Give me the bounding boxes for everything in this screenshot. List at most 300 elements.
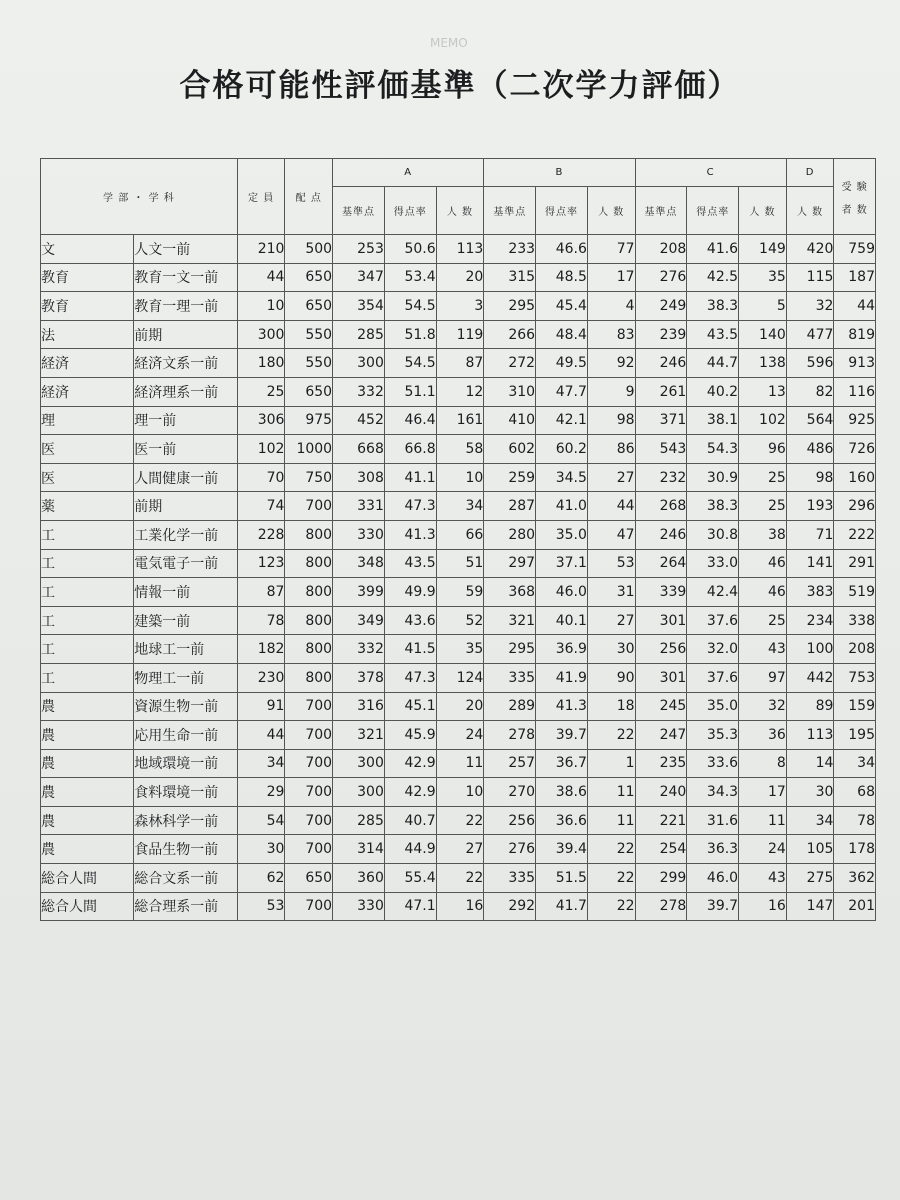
a-rate-cell: 54.5 (384, 292, 436, 321)
b-rate-cell: 46.6 (536, 235, 588, 264)
department-cell: 人文一前 (134, 235, 238, 264)
page-title: 合格可能性評価基準（二次学力評価） (179, 68, 741, 104)
d-count-cell: 89 (786, 692, 834, 721)
a-count-cell: 87 (436, 349, 484, 378)
department-cell: 電気電子一前 (134, 549, 238, 578)
c-base-cell: 276 (635, 263, 687, 292)
a-count-cell: 51 (436, 549, 484, 578)
a-rate-cell: 42.9 (384, 778, 436, 807)
b-base-cell: 256 (484, 806, 536, 835)
table-row (41, 606, 876, 635)
a-base-cell: 330 (333, 520, 385, 549)
a-base-cell: 300 (333, 749, 385, 778)
faculty-cell: 工 (41, 578, 134, 607)
header-group-d: D (786, 159, 834, 187)
table-row (41, 235, 876, 264)
d-count-cell: 98 (786, 463, 834, 492)
c-rate-cell: 46.0 (687, 864, 739, 893)
c-base-cell: 240 (635, 778, 687, 807)
examinees-cell: 208 (834, 635, 876, 664)
a-rate-cell: 55.4 (384, 864, 436, 893)
b-count-cell: 22 (587, 835, 635, 864)
d-count-cell: 100 (786, 635, 834, 664)
c-base-cell: 245 (635, 692, 687, 721)
a-rate-cell: 53.4 (384, 263, 436, 292)
header-points: 配 点 (285, 159, 333, 235)
a-base-cell: 314 (333, 835, 385, 864)
a-rate-cell: 41.1 (384, 463, 436, 492)
faculty-cell: 農 (41, 749, 134, 778)
capacity-cell: 210 (237, 235, 285, 264)
c-count-cell: 16 (739, 892, 787, 921)
a-base-cell: 316 (333, 692, 385, 721)
d-count-cell: 193 (786, 492, 834, 521)
c-count-cell: 97 (739, 663, 787, 692)
examinees-cell: 819 (834, 320, 876, 349)
examinees-cell: 726 (834, 435, 876, 464)
header-group-b: B (484, 159, 635, 187)
faculty-cell: 工 (41, 549, 134, 578)
c-rate-cell: 33.6 (687, 749, 739, 778)
a-count-cell: 16 (436, 892, 484, 921)
faculty-cell: 農 (41, 692, 134, 721)
points-cell: 550 (285, 349, 333, 378)
c-count-cell: 25 (739, 463, 787, 492)
capacity-cell: 25 (237, 377, 285, 406)
a-rate-cell: 41.3 (384, 520, 436, 549)
faculty-cell: 農 (41, 835, 134, 864)
department-cell: 総合文系一前 (134, 864, 238, 893)
a-count-cell: 20 (436, 692, 484, 721)
faculty-cell: 農 (41, 721, 134, 750)
b-base-cell: 335 (484, 864, 536, 893)
b-count-cell: 90 (587, 663, 635, 692)
examinees-cell: 519 (834, 578, 876, 607)
d-count-cell: 14 (786, 749, 834, 778)
points-cell: 500 (285, 235, 333, 264)
capacity-cell: 87 (237, 578, 285, 607)
b-base-cell: 295 (484, 635, 536, 664)
points-cell: 700 (285, 492, 333, 521)
c-base-cell: 247 (635, 721, 687, 750)
table-row (41, 778, 876, 807)
c-rate-cell: 40.2 (687, 377, 739, 406)
b-count-cell: 18 (587, 692, 635, 721)
c-base-cell: 256 (635, 635, 687, 664)
points-cell: 700 (285, 835, 333, 864)
a-rate-cell: 45.1 (384, 692, 436, 721)
a-rate-cell: 47.3 (384, 663, 436, 692)
c-count-cell: 46 (739, 578, 787, 607)
header-group-a: A (333, 159, 484, 187)
faculty-cell: 工 (41, 520, 134, 549)
a-count-cell: 22 (436, 864, 484, 893)
b-base-cell: 297 (484, 549, 536, 578)
c-count-cell: 35 (739, 263, 787, 292)
b-base-cell: 335 (484, 663, 536, 692)
b-count-cell: 83 (587, 320, 635, 349)
header-a-rate: 得点率 (384, 187, 436, 235)
faculty-cell: 工 (41, 663, 134, 692)
faculty-cell: 法 (41, 320, 134, 349)
table-row (41, 835, 876, 864)
examinees-cell: 753 (834, 663, 876, 692)
d-count-cell: 442 (786, 663, 834, 692)
a-base-cell: 330 (333, 892, 385, 921)
c-base-cell: 254 (635, 835, 687, 864)
b-rate-cell: 37.1 (536, 549, 588, 578)
b-base-cell: 259 (484, 463, 536, 492)
b-count-cell: 11 (587, 778, 635, 807)
table-body (41, 235, 876, 921)
c-count-cell: 46 (739, 549, 787, 578)
c-count-cell: 13 (739, 377, 787, 406)
b-rate-cell: 48.5 (536, 263, 588, 292)
capacity-cell: 180 (237, 349, 285, 378)
capacity-cell: 91 (237, 692, 285, 721)
capacity-cell: 70 (237, 463, 285, 492)
a-rate-cell: 47.3 (384, 492, 436, 521)
points-cell: 800 (285, 549, 333, 578)
points-cell: 800 (285, 635, 333, 664)
b-rate-cell: 39.4 (536, 835, 588, 864)
c-rate-cell: 32.0 (687, 635, 739, 664)
b-base-cell: 310 (484, 377, 536, 406)
c-rate-cell: 36.3 (687, 835, 739, 864)
b-count-cell: 53 (587, 549, 635, 578)
a-count-cell: 22 (436, 806, 484, 835)
a-count-cell: 59 (436, 578, 484, 607)
faculty-cell: 経済 (41, 377, 134, 406)
c-count-cell: 43 (739, 635, 787, 664)
points-cell: 700 (285, 692, 333, 721)
header-b-base: 基準点 (484, 187, 536, 235)
department-cell: 経済理系一前 (134, 377, 238, 406)
b-base-cell: 295 (484, 292, 536, 321)
c-base-cell: 249 (635, 292, 687, 321)
b-base-cell: 257 (484, 749, 536, 778)
b-count-cell: 9 (587, 377, 635, 406)
c-rate-cell: 38.3 (687, 292, 739, 321)
faculty-cell: 工 (41, 606, 134, 635)
d-count-cell: 32 (786, 292, 834, 321)
c-count-cell: 11 (739, 806, 787, 835)
header-b-rate: 得点率 (536, 187, 588, 235)
table-row (41, 892, 876, 921)
points-cell: 700 (285, 778, 333, 807)
c-base-cell: 301 (635, 663, 687, 692)
a-base-cell: 253 (333, 235, 385, 264)
d-count-cell: 115 (786, 263, 834, 292)
a-count-cell: 52 (436, 606, 484, 635)
b-rate-cell: 36.9 (536, 635, 588, 664)
points-cell: 800 (285, 578, 333, 607)
capacity-cell: 74 (237, 492, 285, 521)
a-base-cell: 348 (333, 549, 385, 578)
c-base-cell: 299 (635, 864, 687, 893)
c-rate-cell: 35.0 (687, 692, 739, 721)
points-cell: 650 (285, 263, 333, 292)
c-rate-cell: 30.9 (687, 463, 739, 492)
c-base-cell: 268 (635, 492, 687, 521)
points-cell: 650 (285, 377, 333, 406)
c-count-cell: 25 (739, 492, 787, 521)
examinees-cell: 338 (834, 606, 876, 635)
capacity-cell: 228 (237, 520, 285, 549)
c-count-cell: 32 (739, 692, 787, 721)
b-base-cell: 287 (484, 492, 536, 521)
examinees-cell: 913 (834, 349, 876, 378)
faculty-cell: 文 (41, 235, 134, 264)
header-examinees-bottom: 者 数 (841, 204, 868, 216)
examinees-cell: 296 (834, 492, 876, 521)
c-base-cell: 371 (635, 406, 687, 435)
department-cell: 情報一前 (134, 578, 238, 607)
b-count-cell: 22 (587, 892, 635, 921)
a-base-cell: 354 (333, 292, 385, 321)
b-count-cell: 22 (587, 864, 635, 893)
a-count-cell: 12 (436, 377, 484, 406)
b-rate-cell: 41.0 (536, 492, 588, 521)
d-count-cell: 564 (786, 406, 834, 435)
capacity-cell: 34 (237, 749, 285, 778)
department-cell: 医一前 (134, 435, 238, 464)
capacity-cell: 123 (237, 549, 285, 578)
department-cell: 森林科学一前 (134, 806, 238, 835)
a-rate-cell: 49.9 (384, 578, 436, 607)
b-base-cell: 266 (484, 320, 536, 349)
c-base-cell: 543 (635, 435, 687, 464)
a-count-cell: 34 (436, 492, 484, 521)
capacity-cell: 62 (237, 864, 285, 893)
points-cell: 800 (285, 520, 333, 549)
a-base-cell: 308 (333, 463, 385, 492)
d-count-cell: 113 (786, 721, 834, 750)
b-count-cell: 4 (587, 292, 635, 321)
c-count-cell: 8 (739, 749, 787, 778)
c-rate-cell: 42.5 (687, 263, 739, 292)
a-count-cell: 27 (436, 835, 484, 864)
department-cell: 食品生物一前 (134, 835, 238, 864)
b-rate-cell: 41.9 (536, 663, 588, 692)
table-row (41, 292, 876, 321)
department-cell: 食料環境一前 (134, 778, 238, 807)
d-count-cell: 34 (786, 806, 834, 835)
a-base-cell: 332 (333, 377, 385, 406)
d-count-cell: 105 (786, 835, 834, 864)
b-rate-cell: 41.7 (536, 892, 588, 921)
department-cell: 前期 (134, 492, 238, 521)
a-base-cell: 452 (333, 406, 385, 435)
b-base-cell: 233 (484, 235, 536, 264)
b-count-cell: 27 (587, 606, 635, 635)
table-row (41, 692, 876, 721)
department-cell: 前期 (134, 320, 238, 349)
points-cell: 550 (285, 320, 333, 349)
points-cell: 700 (285, 806, 333, 835)
examinees-cell: 34 (834, 749, 876, 778)
a-count-cell: 10 (436, 463, 484, 492)
a-count-cell: 58 (436, 435, 484, 464)
a-rate-cell: 50.6 (384, 235, 436, 264)
department-cell: 教育一理一前 (134, 292, 238, 321)
examinees-cell: 201 (834, 892, 876, 921)
a-base-cell: 331 (333, 492, 385, 521)
capacity-cell: 44 (237, 721, 285, 750)
table-row (41, 320, 876, 349)
c-count-cell: 96 (739, 435, 787, 464)
b-count-cell: 86 (587, 435, 635, 464)
d-count-cell: 82 (786, 377, 834, 406)
faculty-cell: 理 (41, 406, 134, 435)
c-rate-cell: 38.3 (687, 492, 739, 521)
b-rate-cell: 38.6 (536, 778, 588, 807)
c-rate-cell: 38.1 (687, 406, 739, 435)
header-row-groups (41, 159, 876, 187)
b-base-cell: 292 (484, 892, 536, 921)
examinees-cell: 187 (834, 263, 876, 292)
b-count-cell: 92 (587, 349, 635, 378)
b-count-cell: 47 (587, 520, 635, 549)
capacity-cell: 10 (237, 292, 285, 321)
c-rate-cell: 54.3 (687, 435, 739, 464)
table-row (41, 349, 876, 378)
b-base-cell: 368 (484, 578, 536, 607)
d-count-cell: 383 (786, 578, 834, 607)
header-c-rate: 得点率 (687, 187, 739, 235)
c-base-cell: 221 (635, 806, 687, 835)
b-rate-cell: 51.5 (536, 864, 588, 893)
table-row (41, 492, 876, 521)
c-count-cell: 149 (739, 235, 787, 264)
a-rate-cell: 46.4 (384, 406, 436, 435)
examinees-cell: 362 (834, 864, 876, 893)
c-base-cell: 208 (635, 235, 687, 264)
b-rate-cell: 45.4 (536, 292, 588, 321)
c-count-cell: 138 (739, 349, 787, 378)
a-count-cell: 161 (436, 406, 484, 435)
header-c-base: 基準点 (635, 187, 687, 235)
d-count-cell: 596 (786, 349, 834, 378)
table-row (41, 806, 876, 835)
capacity-cell: 53 (237, 892, 285, 921)
b-rate-cell: 39.7 (536, 721, 588, 750)
faculty-cell: 工 (41, 635, 134, 664)
points-cell: 750 (285, 463, 333, 492)
capacity-cell: 78 (237, 606, 285, 635)
a-rate-cell: 44.9 (384, 835, 436, 864)
table-row (41, 635, 876, 664)
b-rate-cell: 49.5 (536, 349, 588, 378)
department-cell: 教育一文一前 (134, 263, 238, 292)
a-count-cell: 66 (436, 520, 484, 549)
d-count-cell: 477 (786, 320, 834, 349)
examinees-cell: 160 (834, 463, 876, 492)
examinees-cell: 195 (834, 721, 876, 750)
a-rate-cell: 42.9 (384, 749, 436, 778)
department-cell: 建築一前 (134, 606, 238, 635)
examinees-cell: 759 (834, 235, 876, 264)
c-count-cell: 43 (739, 864, 787, 893)
capacity-cell: 29 (237, 778, 285, 807)
examinees-cell: 925 (834, 406, 876, 435)
c-count-cell: 38 (739, 520, 787, 549)
department-cell: 物理工一前 (134, 663, 238, 692)
capacity-cell: 30 (237, 835, 285, 864)
c-base-cell: 246 (635, 520, 687, 549)
department-cell: 人間健康一前 (134, 463, 238, 492)
points-cell: 650 (285, 292, 333, 321)
a-rate-cell: 41.5 (384, 635, 436, 664)
table-row (41, 721, 876, 750)
points-cell: 700 (285, 892, 333, 921)
table-row (41, 520, 876, 549)
examinees-cell: 291 (834, 549, 876, 578)
faculty-cell: 教育 (41, 292, 134, 321)
b-count-cell: 1 (587, 749, 635, 778)
a-count-cell: 20 (436, 263, 484, 292)
examinees-cell: 44 (834, 292, 876, 321)
capacity-cell: 306 (237, 406, 285, 435)
faculty-cell: 総合人間 (41, 864, 134, 893)
header-capacity: 定 員 (237, 159, 285, 235)
a-count-cell: 113 (436, 235, 484, 264)
header-a-base: 基準点 (333, 187, 385, 235)
examinees-cell: 222 (834, 520, 876, 549)
b-rate-cell: 35.0 (536, 520, 588, 549)
table-row (41, 749, 876, 778)
capacity-cell: 300 (237, 320, 285, 349)
c-rate-cell: 33.0 (687, 549, 739, 578)
b-count-cell: 44 (587, 492, 635, 521)
c-base-cell: 232 (635, 463, 687, 492)
points-cell: 1000 (285, 435, 333, 464)
b-count-cell: 98 (587, 406, 635, 435)
b-base-cell: 272 (484, 349, 536, 378)
c-rate-cell: 39.7 (687, 892, 739, 921)
a-rate-cell: 54.5 (384, 349, 436, 378)
header-c-count: 人 数 (739, 187, 787, 235)
a-base-cell: 285 (333, 806, 385, 835)
a-rate-cell: 51.1 (384, 377, 436, 406)
a-rate-cell: 43.6 (384, 606, 436, 635)
a-base-cell: 300 (333, 349, 385, 378)
b-count-cell: 17 (587, 263, 635, 292)
a-count-cell: 10 (436, 778, 484, 807)
capacity-cell: 44 (237, 263, 285, 292)
capacity-cell: 182 (237, 635, 285, 664)
d-count-cell: 147 (786, 892, 834, 921)
table-row (41, 263, 876, 292)
table-row (41, 406, 876, 435)
c-rate-cell: 44.7 (687, 349, 739, 378)
faculty-cell: 医 (41, 435, 134, 464)
c-base-cell: 278 (635, 892, 687, 921)
faculty-cell: 経済 (41, 349, 134, 378)
d-count-cell: 71 (786, 520, 834, 549)
c-count-cell: 140 (739, 320, 787, 349)
table-row (41, 463, 876, 492)
c-rate-cell: 34.3 (687, 778, 739, 807)
c-count-cell: 17 (739, 778, 787, 807)
examinees-cell: 178 (834, 835, 876, 864)
a-base-cell: 378 (333, 663, 385, 692)
a-base-cell: 285 (333, 320, 385, 349)
b-rate-cell: 36.6 (536, 806, 588, 835)
capacity-cell: 54 (237, 806, 285, 835)
department-cell: 総合理系一前 (134, 892, 238, 921)
examinees-cell: 159 (834, 692, 876, 721)
